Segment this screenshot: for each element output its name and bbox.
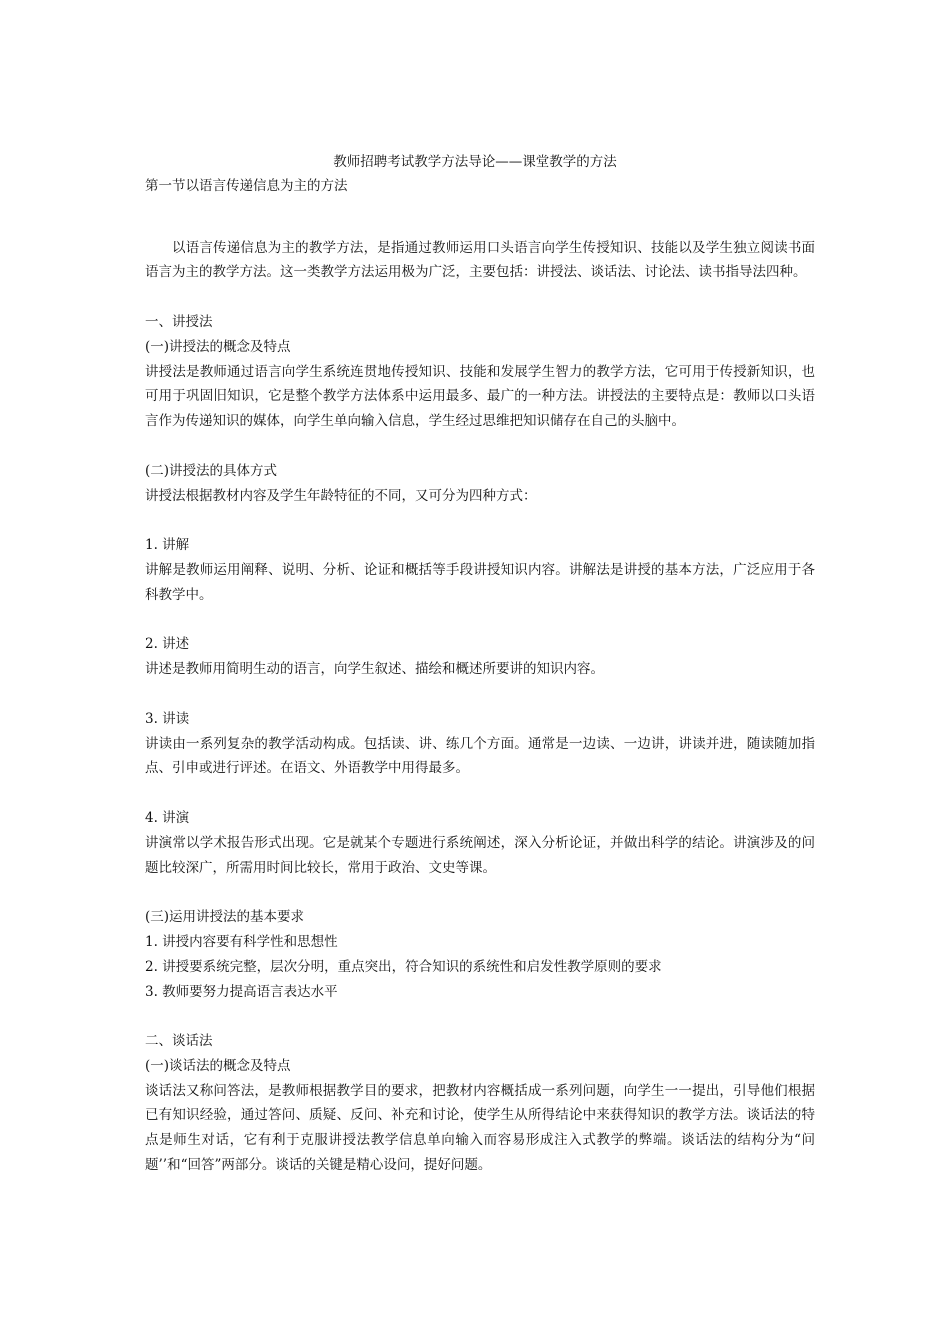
method1-heading: 1. 讲解: [145, 537, 190, 554]
method3-heading: 3. 讲读: [145, 710, 190, 727]
part1-sub2-heading: (二)讲授法的具体方式: [145, 462, 278, 479]
method1-paragraph: 讲解是教师运用阐释、说明、分析、论证和概括等手段讲授知识内容。讲解法是讲授的基本方法，广泛应用于各科教学中。: [145, 561, 815, 603]
part1-sub1-heading: (一)讲授法的概念及特点: [145, 338, 291, 355]
requirement-item: 1. 讲授内容要有科学性和思想性: [145, 933, 338, 950]
method4-heading: 4. 讲演: [145, 809, 190, 826]
part1-sub1-paragraph: 讲授法是教师通过语言向学生系统连贯地传授知识、技能和发展学生智力的教学方法，它可用于传授新知识，也可用于巩固旧知识，它是整个教学方法体系中运用最多、最广的一种方法。讲授法的主要特点是：教师以口头语言作为传递知识的媒体，向学生单向输入信息，学生经过思维把知识储存在自己的头脑中。: [145, 363, 815, 430]
method3-paragraph: 讲读由一系列复杂的教学活动构成。包括读、讲、练几个方面。通常是一边读、一边讲，讲读并进，随读随加指点、引申或进行评述。在语文、外语教学中用得最多。: [145, 735, 815, 777]
method4-paragraph: 讲演常以学术报告形式出现。它是就某个专题进行系统阐述，深入分析论证，并做出科学的结论。讲演涉及的问题比较深广，所需用时间比较长，常用于政治、文史等课。: [145, 834, 815, 876]
method2-paragraph: 讲述是教师用简明生动的语言，向学生叙述、描绘和概述所要讲的知识内容。: [145, 661, 604, 678]
document-body: [145, 174, 815, 1178]
part2-sub1-heading: (一)谈话法的概念及特点: [145, 1057, 291, 1074]
requirement-item: 3. 教师要努力提高语言表达水平: [145, 983, 338, 1000]
document-title: 教师招聘考试教学方法导论——课堂教学的方法: [333, 154, 617, 170]
part1-heading: 一、讲授法: [145, 313, 213, 330]
method2-heading: 2. 讲述: [145, 636, 190, 653]
section-heading: 第一节以语言传递信息为主的方法: [145, 178, 348, 194]
requirement-item: 2. 讲授要系统完整，层次分明，重点突出，符合知识的系统性和启发性教学原则的要求: [145, 958, 662, 975]
part1-sub3-heading: (三)运用讲授法的基本要求: [145, 909, 305, 926]
part2-sub1-paragraph: 谈话法又称问答法，是教师根据教学目的要求，把教材内容概括成一系列问题，向学生一一提出，引导他们根据已有知识经验，通过答问、质疑、反问、补充和讨论，使学生从所得结论中来获得知识的教学方法。谈话法的特点是师生对话，它有利于克服讲授法教学信息单向输入而容易形成注入式教学的弊端。谈话法的结构分为“问题’’和“回答”两部分。谈话的关键是精心设问，提好问题。: [145, 1082, 815, 1174]
intro-paragraph: 以语言传递信息为主的教学方法，是指通过教师运用口头语言向学生传授知识、技能以及学生独立阅读书面语言为主的教学方法。这一类教学方法运用极为广泛，主要包括：讲授法、谈话法、讨论法、读书指导法四种。: [145, 239, 815, 281]
part2-heading: 二、谈话法: [145, 1033, 213, 1050]
part1-sub2-paragraph: 讲授法根据教材内容及学生年龄特征的不同，又可分为四种方式：: [145, 487, 537, 504]
